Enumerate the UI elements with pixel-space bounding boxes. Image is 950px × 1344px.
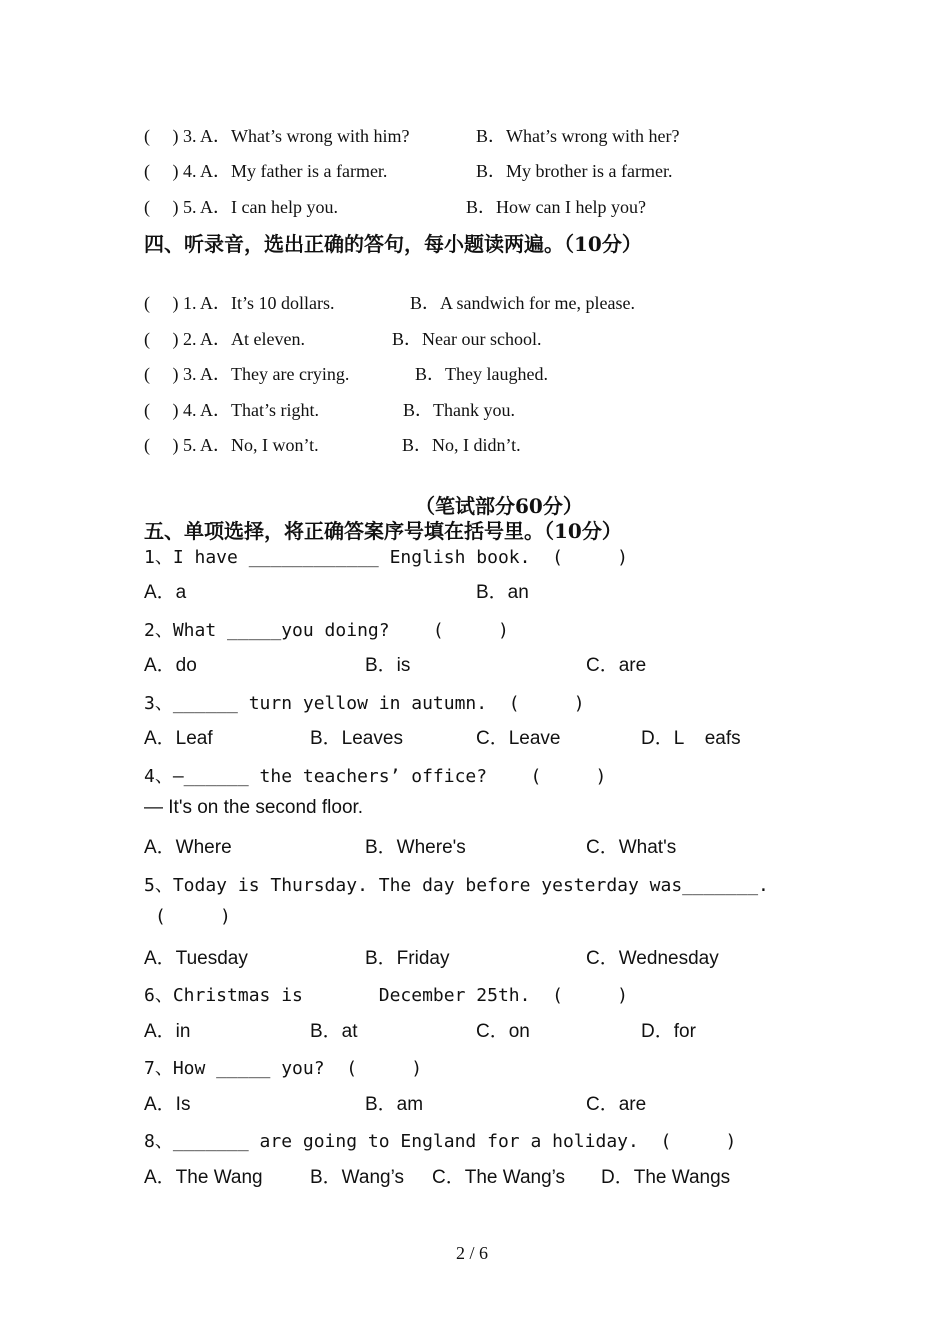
section-5-heading: 五、单项选择，将正确答案序号填在括号里。（10分） xyxy=(144,519,622,543)
option-c: C．The Wang’s xyxy=(432,1167,566,1188)
option-a: A．in xyxy=(144,1021,191,1042)
option-c: C．Leave xyxy=(476,728,561,749)
section4-item-5 xyxy=(0,431,521,494)
option-d: D．The Wangs xyxy=(601,1167,731,1188)
item-option-a: ( ) 1. A．It’s 10 dollars. xyxy=(144,293,335,313)
item-option-b: B．What’s wrong with her? xyxy=(476,126,680,146)
question-8: 8、_______ are going to England for a holiday. ( ) xyxy=(144,1131,737,1152)
option-a: A．Where xyxy=(144,837,232,858)
item-option-b: B．Near our school. xyxy=(392,329,542,349)
item-option-b: B．No, I didn’t. xyxy=(402,435,521,455)
item-option-b: B．My brother is a farmer. xyxy=(476,161,673,181)
option-d: D．L eafs xyxy=(641,728,741,749)
option-d: D．for xyxy=(641,1021,696,1042)
option-c: C．are xyxy=(586,655,647,676)
item-option-b: B．A sandwich for me, please. xyxy=(410,293,635,313)
item-option-b: B．They laughed. xyxy=(415,364,548,384)
question-5-paren: ( ) xyxy=(155,906,231,927)
question-4: 4、—______ the teachers’ office? ( ) xyxy=(144,766,607,787)
question-4-answer: — It's on the second floor. xyxy=(144,797,364,818)
question-7: 7、How _____ you? ( ) xyxy=(144,1058,423,1079)
item-option-a: ( ) 5. A．I can help you. xyxy=(144,197,338,217)
option-a: A．Leaf xyxy=(144,728,213,749)
option-b: B．Friday xyxy=(365,948,450,969)
item-option-b: B．How can I help you? xyxy=(466,197,646,217)
option-b: B．Where's xyxy=(365,837,466,858)
item-option-a: ( ) 3. A．What’s wrong with him? xyxy=(144,126,410,146)
page-number: 2 / 6 xyxy=(456,1243,489,1263)
question-6: 6、Christmas is December 25th. ( ) xyxy=(144,985,628,1006)
item-option-a: ( ) 2. A．At eleven. xyxy=(144,329,305,349)
option-a: A．Tuesday xyxy=(144,948,248,969)
question-5: 5、Today is Thursday. The day before yesterday was_______. xyxy=(144,875,769,896)
option-c: C．What's xyxy=(586,837,677,858)
question-3: 3、______ turn yellow in autumn. ( ) xyxy=(144,693,585,714)
option-b: B．at xyxy=(310,1021,358,1042)
option-a: A．a xyxy=(144,582,187,603)
question-2: 2、What _____you doing? ( ) xyxy=(144,620,509,641)
option-c: C．are xyxy=(586,1094,647,1115)
option-b: B．Wang’s xyxy=(310,1167,404,1188)
item-option-b: B．Thank you. xyxy=(403,400,515,420)
option-a: A．do xyxy=(144,655,197,676)
written-part-title: （笔试部分60分） xyxy=(415,494,583,518)
option-b: B．an xyxy=(476,582,529,603)
item-option-a: ( ) 4. A．That’s right. xyxy=(144,400,319,420)
item-option-a: ( ) 4. A．My father is a farmer. xyxy=(144,161,388,181)
option-c: C．on xyxy=(476,1021,530,1042)
question-1: 1、I have ____________ English book. ( ) xyxy=(144,547,628,568)
item-option-a: ( ) 3. A．They are crying. xyxy=(144,364,350,384)
option-b: B．am xyxy=(365,1094,424,1115)
section-4-heading: 四、听录音，选出正确的答句，每小题读两遍。（10分） xyxy=(144,232,642,256)
option-a: A．The Wang xyxy=(144,1167,263,1188)
item-option-a: ( ) 5. A．No, I won’t. xyxy=(144,435,319,455)
option-b: B．Leaves xyxy=(310,728,403,749)
option-a: A．Is xyxy=(144,1094,191,1115)
option-c: C．Wednesday xyxy=(586,948,719,969)
option-b: B．is xyxy=(365,655,411,676)
